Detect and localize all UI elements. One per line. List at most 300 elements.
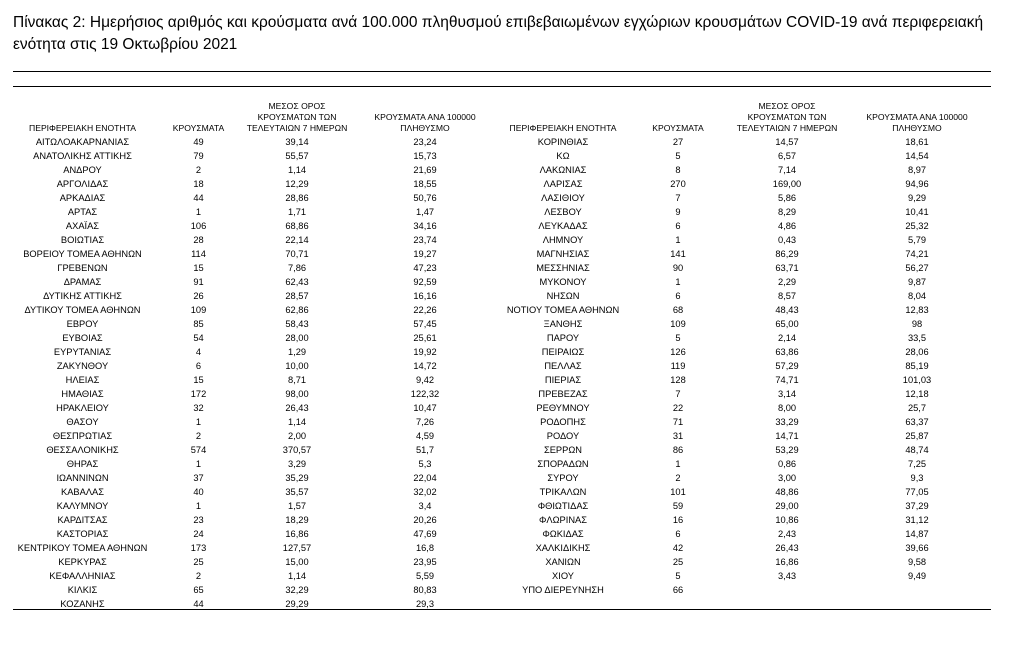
per100k-cell: 9,3 (910, 473, 924, 483)
cases-cell: 1 (675, 277, 681, 287)
table-row (13, 135, 991, 149)
region-cell: ΛΑΣΙΘΙΟΥ (541, 193, 585, 203)
region-cell: ΚΕΦΑΛΛΗΝΙΑΣ (49, 571, 116, 581)
cases-cell: 119 (670, 361, 686, 371)
table-row (13, 247, 991, 261)
region-cell: ΠΕΙΡΑΙΩΣ (541, 347, 585, 357)
cases-cell: 4 (195, 347, 202, 357)
region-cell: ΑΡΤΑΣ (67, 207, 98, 217)
table-row (13, 177, 991, 191)
cases-cell: 5 (675, 333, 681, 343)
region-cell: ΗΡΑΚΛΕΙΟΥ (56, 403, 109, 413)
per100k-cell: 74,21 (905, 249, 929, 259)
cases-cell: 26 (193, 291, 204, 301)
cases-cell: 5 (675, 151, 681, 161)
per100k-cell: 63,37 (905, 417, 929, 427)
table-row (13, 219, 991, 233)
cases-cell: 42 (672, 543, 684, 553)
per100k-cell: 10,47 (413, 403, 437, 413)
bottom-rule (13, 609, 991, 610)
region-cell: ΛΕΣΒΟΥ (544, 207, 582, 217)
header-per-100000: ΚΡΟΥΣΜΑΤΑ ΑΝΑ 100000 ΠΛΗΘΥΣΜΟ (866, 112, 968, 133)
header-7day-mean: ΜΕΣΟΣ ΟΡΟΣ ΚΡΟΥΣΜΑΤΩΝ ΤΩΝ ΤΕΛΕΥΤΑΙΩΝ 7 ΗΜΕΡΩΝ (736, 101, 838, 133)
per100k-cell: 8,04 (907, 291, 927, 301)
cases-cell: 8 (675, 165, 681, 175)
per100k-cell: 25,7 (907, 403, 927, 413)
per100k-cell: 23,24 (413, 137, 437, 147)
table-row (13, 513, 991, 527)
region-cell: ΚΑΛΥΜΝΟΥ (56, 501, 109, 511)
cases-cell: 66 (672, 585, 684, 595)
per100k-cell: 9,49 (907, 571, 927, 581)
cases-cell: 16 (672, 515, 684, 525)
region-cell: ΧΑΝΙΩΝ (545, 557, 581, 567)
mean7-cell: 7,86 (287, 263, 307, 273)
per100k-cell: 21,69 (413, 165, 437, 175)
table-row (13, 485, 991, 499)
mean7-cell: 86,29 (775, 249, 799, 259)
cases-cell: 22 (672, 403, 684, 413)
cases-cell: 2 (675, 473, 681, 483)
mean7-cell: 26,43 (285, 403, 309, 413)
mean7-cell: 370,57 (282, 445, 312, 455)
mean7-cell: 53,29 (775, 445, 799, 455)
per100k-cell: 29,3 (415, 599, 435, 609)
region-cell: ΘΗΡΑΣ (66, 459, 99, 469)
per100k-cell: 5,59 (415, 571, 435, 581)
mean7-cell: 8,00 (777, 403, 797, 413)
mean7-cell: 29,00 (775, 501, 799, 511)
per100k-cell: 28,06 (905, 347, 929, 357)
cases-cell: 5 (675, 571, 681, 581)
cases-cell: 173 (190, 543, 207, 553)
mean7-cell: 2,43 (777, 529, 797, 539)
mean7-cell: 6,57 (777, 151, 797, 161)
mean7-cell: 12,29 (285, 179, 309, 189)
per100k-cell: 50,76 (413, 193, 437, 203)
region-cell: ΡΕΘΥΜΝΟΥ (536, 403, 590, 413)
region-cell: ΑΡΚΑΔΙΑΣ (59, 193, 106, 203)
per100k-cell: 25,87 (905, 431, 929, 441)
mean7-cell: 28,00 (285, 333, 309, 343)
mean7-cell: 48,86 (775, 487, 799, 497)
per100k-cell: 4,59 (415, 431, 435, 441)
region-cell: ΠΙΕΡΙΑΣ (544, 375, 582, 385)
mean7-cell: 8,29 (777, 207, 797, 217)
cases-cell: 86 (672, 445, 684, 455)
header-cases: ΚΡΟΥΣΜΑΤΑ (172, 123, 225, 133)
table-row (13, 415, 991, 429)
per100k-cell: 32,02 (413, 487, 437, 497)
per100k-cell: 5,79 (907, 235, 927, 245)
cases-cell: 1 (195, 207, 202, 217)
region-cell: ΜΑΓΝΗΣΙΑΣ (536, 249, 590, 259)
mean7-cell: 55,57 (285, 151, 309, 161)
per100k-cell: 23,74 (413, 235, 437, 245)
cases-cell: 79 (193, 151, 204, 161)
table-row (13, 275, 991, 289)
region-cell: ΚΕΡΚΥΡΑΣ (58, 557, 107, 567)
per100k-cell: 101,03 (902, 375, 932, 385)
header-7day-mean: ΜΕΣΟΣ ΟΡΟΣ ΚΡΟΥΣΜΑΤΩΝ ΤΩΝ ΤΕΛΕΥΤΑΙΩΝ 7 ΗΜΕΡΩΝ (246, 101, 348, 133)
region-cell: ΥΠΟ ΔΙΕΡΕΥΝΗΣΗ (522, 585, 604, 595)
cases-cell: 141 (670, 249, 686, 259)
per100k-cell: 37,29 (905, 501, 929, 511)
per100k-cell: 8,97 (907, 165, 927, 175)
mean7-cell: 33,29 (775, 417, 799, 427)
per100k-cell: 15,73 (413, 151, 437, 161)
mean7-cell: 8,57 (777, 291, 797, 301)
header-row (13, 94, 991, 135)
table-row (13, 331, 991, 345)
table-row (13, 387, 991, 401)
region-cell: ΗΛΕΙΑΣ (65, 375, 100, 385)
mean7-cell: 2,00 (287, 431, 307, 441)
header-rule (13, 86, 991, 87)
per100k-cell: 18,61 (905, 137, 929, 147)
per100k-cell: 5,3 (418, 459, 432, 469)
cases-cell: 270 (670, 179, 686, 189)
cases-cell: 28 (193, 235, 204, 245)
mean7-cell: 1,14 (287, 165, 307, 175)
mean7-cell: 63,86 (775, 347, 799, 357)
cases-cell: 65 (193, 585, 204, 595)
cases-cell: 1 (195, 417, 202, 427)
table-row (13, 471, 991, 485)
per100k-cell: 14,72 (413, 361, 437, 371)
region-cell: ΖΑΚΥΝΘΟΥ (56, 361, 109, 371)
table-row (13, 527, 991, 541)
per100k-cell: 12,83 (905, 305, 929, 315)
per100k-cell: 19,92 (413, 347, 437, 357)
per100k-cell: 77,05 (905, 487, 929, 497)
per100k-cell: 9,58 (907, 557, 927, 567)
table-row (13, 163, 991, 177)
mean7-cell: 0,43 (777, 235, 797, 245)
mean7-cell: 14,57 (775, 137, 799, 147)
region-cell: ΡΟΔΟΥ (546, 431, 580, 441)
table-row (13, 541, 991, 555)
table-row (13, 583, 991, 597)
region-cell: ΚΕΝΤΡΙΚΟΥ ΤΟΜΕΑ ΑΘΗΝΩΝ (17, 543, 148, 553)
region-cell: ΠΡΕΒΕΖΑΣ (538, 389, 588, 399)
mean7-cell: 22,14 (285, 235, 309, 245)
per100k-cell: 25,32 (905, 221, 929, 231)
mean7-cell: 28,57 (285, 291, 309, 301)
region-cell: ΡΟΔΟΠΗΣ (540, 417, 586, 427)
cases-cell: 32 (193, 403, 204, 413)
region-cell: ΙΩΑΝΝΙΝΩΝ (56, 473, 109, 483)
region-cell: ΔΥΤΙΚΟΥ ΤΟΜΕΑ ΑΘΗΝΩΝ (24, 305, 141, 315)
per100k-cell: 94,96 (905, 179, 929, 189)
cases-cell: 6 (675, 221, 681, 231)
per100k-cell: 31,12 (905, 515, 929, 525)
mean7-cell: 1,57 (287, 501, 307, 511)
region-cell: ΛΕΥΚΑΔΑΣ (538, 221, 588, 231)
mean7-cell: 29,29 (285, 599, 309, 609)
mean7-cell: 62,43 (285, 277, 309, 287)
table-row (13, 261, 991, 275)
region-cell: ΚΩ (556, 151, 570, 161)
cases-cell: 40 (193, 487, 204, 497)
mean7-cell: 35,57 (285, 487, 309, 497)
mean7-cell: 28,86 (285, 193, 309, 203)
table-row (13, 233, 991, 247)
cases-cell: 18 (193, 179, 204, 189)
region-cell: ΚΟΡΙΝΘΙΑΣ (537, 137, 589, 147)
per100k-cell: 57,45 (413, 319, 437, 329)
per100k-cell: 3,4 (418, 501, 432, 511)
region-cell: ΘΑΣΟΥ (66, 417, 99, 427)
per100k-cell: 22,04 (413, 473, 437, 483)
cases-cell: 101 (670, 487, 686, 497)
mean7-cell: 3,14 (777, 389, 797, 399)
mean7-cell: 1,14 (287, 417, 307, 427)
cases-cell: 1 (675, 459, 681, 469)
cases-cell: 37 (193, 473, 204, 483)
mean7-cell: 65,00 (775, 319, 799, 329)
mean7-cell: 57,29 (775, 361, 799, 371)
per100k-cell: 85,19 (905, 361, 929, 371)
header-region: ΠΕΡΙΦΕΡΕΙΑΚΗ ΕΝΟΤΗΤΑ (509, 123, 617, 133)
region-cell: ΗΜΑΘΙΑΣ (61, 389, 104, 399)
region-cell: ΕΥΡΥΤΑΝΙΑΣ (53, 347, 112, 357)
table-row (13, 191, 991, 205)
header-region: ΠΕΡΙΦΕΡΕΙΑΚΗ ΕΝΟΤΗΤΑ (29, 123, 136, 133)
per100k-cell: 19,27 (413, 249, 437, 259)
mean7-cell: 3,29 (287, 459, 307, 469)
per100k-cell: 10,41 (905, 207, 929, 217)
region-cell: ΠΑΡΟΥ (546, 333, 580, 343)
cases-cell: 128 (670, 375, 686, 385)
cases-cell: 1 (195, 459, 202, 469)
table-row (13, 569, 991, 583)
per100k-cell: 47,23 (413, 263, 437, 273)
table-row (13, 303, 991, 317)
mean7-cell: 8,71 (287, 375, 307, 385)
mean7-cell: 26,43 (775, 543, 799, 553)
mean7-cell: 0,86 (777, 459, 797, 469)
cases-cell: 31 (672, 431, 684, 441)
mean7-cell: 62,86 (285, 305, 309, 315)
mean7-cell: 2,14 (777, 333, 797, 343)
per100k-cell: 9,29 (907, 193, 927, 203)
cases-cell: 2 (195, 431, 202, 441)
per100k-cell: 51,7 (415, 445, 435, 455)
cases-cell: 2 (195, 165, 202, 175)
per100k-cell: 98 (911, 319, 923, 329)
mean7-cell: 63,71 (775, 263, 799, 273)
per100k-cell: 22,26 (413, 305, 437, 315)
cases-cell: 109 (190, 305, 207, 315)
region-cell: ΝΗΣΩΝ (546, 291, 580, 301)
region-cell: ΔΥΤΙΚΗΣ ΑΤΤΙΚΗΣ (43, 291, 122, 301)
cases-cell: 1 (675, 235, 681, 245)
mean7-cell: 1,14 (287, 571, 307, 581)
cases-cell: 90 (672, 263, 684, 273)
table-row (13, 429, 991, 443)
cases-cell: 9 (675, 207, 681, 217)
region-cell: ΚΙΛΚΙΣ (67, 585, 98, 595)
mean7-cell: 48,43 (775, 305, 799, 315)
table-row (13, 457, 991, 471)
cases-cell: 172 (190, 389, 207, 399)
mean7-cell: 10,00 (285, 361, 309, 371)
cases-cell: 109 (670, 319, 686, 329)
region-cell: ΣΕΡΡΩΝ (543, 445, 582, 455)
cases-cell: 27 (672, 137, 684, 147)
cases-cell: 44 (193, 599, 204, 609)
per100k-cell: 122,32 (410, 389, 440, 399)
cases-cell: 7 (675, 389, 681, 399)
table-caption: Πίνακας 2: Ημερήσιος αριθμός και κρούσματα ανά 100.000 πληθυσμού επιβεβαιωμένων εγχώριων κρουσμάτων COVID-19 ανά περιφερειακή ενότητα στις 19 Οκτωβρίου 2021 (13, 14, 984, 53)
cases-cell: 85 (193, 319, 204, 329)
region-cell: ΒΟΙΩΤΙΑΣ (60, 235, 105, 245)
cases-cell: 1 (195, 501, 202, 511)
mean7-cell: 7,14 (777, 165, 797, 175)
region-cell: ΘΕΣΣΑΛΟΝΙΚΗΣ (46, 445, 119, 455)
region-cell: ΚΟΖΑΝΗΣ (60, 599, 105, 609)
per100k-cell: 1,47 (415, 207, 435, 217)
mean7-cell: 16,86 (285, 529, 309, 539)
mean7-cell: 35,29 (285, 473, 309, 483)
cases-cell: 68 (672, 305, 684, 315)
region-cell: ΚΑΡΔΙΤΣΑΣ (57, 515, 108, 525)
table-row (13, 443, 991, 457)
cases-cell: 114 (191, 249, 206, 259)
mean7-cell: 18,29 (285, 515, 309, 525)
region-cell: ΒΟΡΕΙΟΥ ΤΟΜΕΑ ΑΘΗΝΩΝ (23, 249, 142, 259)
per100k-cell: 92,59 (413, 277, 437, 287)
region-cell: ΚΑΒΑΛΑΣ (61, 487, 104, 497)
mean7-cell: 58,43 (285, 319, 309, 329)
cases-cell: 106 (190, 221, 207, 231)
per100k-cell: 34,16 (413, 221, 437, 231)
table-row (13, 289, 991, 303)
per100k-cell: 16,16 (413, 291, 437, 301)
table-row (13, 205, 991, 219)
per100k-cell: 18,55 (413, 179, 437, 189)
top-rule (13, 71, 991, 72)
per100k-cell: 33,5 (907, 333, 927, 343)
mean7-cell: 16,86 (775, 557, 799, 567)
mean7-cell: 10,86 (775, 515, 799, 525)
table-row (13, 555, 991, 569)
mean7-cell (731, 583, 843, 597)
mean7-cell: 3,43 (777, 571, 797, 581)
cases-cell: 574 (190, 445, 207, 455)
per100k-cell: 9,87 (907, 277, 927, 287)
region-cell: ΦΛΩΡΙΝΑΣ (538, 515, 588, 525)
region-cell: ΑΝΑΤΟΛΙΚΗΣ ΑΤΤΙΚΗΣ (33, 151, 132, 161)
mean7-cell: 1,29 (287, 347, 307, 357)
mean7-cell: 2,29 (777, 277, 797, 287)
cases-cell: 24 (193, 529, 204, 539)
mean7-cell: 39,14 (285, 137, 309, 147)
region-cell: ΕΥΒΟΙΑΣ (62, 333, 103, 343)
per100k-cell: 25,61 (413, 333, 437, 343)
mean7-cell: 74,71 (775, 375, 799, 385)
mean7-cell: 4,86 (777, 221, 797, 231)
region-cell: ΛΑΡΙΣΑΣ (543, 179, 583, 189)
cases-cell: 2 (195, 571, 202, 581)
mean7-cell: 14,71 (775, 431, 799, 441)
cases-cell: 91 (193, 277, 204, 287)
per100k-cell (843, 583, 991, 597)
region-cell: ΣΥΡΟΥ (547, 473, 579, 483)
region-cell: ΣΠΟΡΑΔΩΝ (537, 459, 589, 469)
per100k-cell: 48,74 (905, 445, 929, 455)
cases-cell: 6 (195, 361, 202, 371)
region-cell: ΚΑΣΤΟΡΙΑΣ (56, 529, 109, 539)
region-cell: ΤΡΙΚΑΛΩΝ (539, 487, 587, 497)
region-cell: ΛΗΜΝΟΥ (542, 235, 584, 245)
cases-cell: 49 (193, 137, 204, 147)
region-cell: ΑΡΓΟΛΙΔΑΣ (56, 179, 109, 189)
table-body (13, 135, 991, 611)
mean7-cell: 32,29 (285, 585, 309, 595)
per100k-cell: 56,27 (905, 263, 929, 273)
region-cell: ΜΕΣΣΗΝΙΑΣ (536, 263, 590, 273)
region-cell: ΜΥΚΟΝΟΥ (539, 277, 587, 287)
table-row (13, 149, 991, 163)
cases-cell: 23 (193, 515, 204, 525)
mean7-cell: 169,00 (772, 179, 802, 189)
table-row (13, 373, 991, 387)
per100k-cell: 9,42 (415, 375, 435, 385)
region-cell: ΔΡΑΜΑΣ (63, 277, 102, 287)
region-cell: ΝΟΤΙΟΥ ΤΟΜΕΑ ΑΘΗΝΩΝ (506, 305, 620, 315)
region-cell: ΑΝΔΡΟΥ (63, 165, 102, 175)
mean7-cell: 98,00 (285, 389, 309, 399)
mean7-cell: 127,57 (282, 543, 312, 553)
per100k-cell: 14,87 (905, 529, 929, 539)
cases-cell: 7 (675, 193, 681, 203)
mean7-cell: 5,86 (777, 193, 797, 203)
per100k-cell: 47,69 (413, 529, 437, 539)
cases-cell: 126 (670, 347, 686, 357)
per100k-cell: 14,54 (905, 151, 929, 161)
region-cell: ΦΩΚΙΔΑΣ (542, 529, 584, 539)
per100k-cell: 7,26 (415, 417, 435, 427)
cases-cell: 59 (672, 501, 684, 511)
table-row (13, 359, 991, 373)
per100k-cell: 80,83 (413, 585, 437, 595)
table-row (13, 401, 991, 415)
region-cell: ΠΕΛΛΑΣ (544, 361, 582, 371)
cases-cell: 6 (675, 529, 681, 539)
region-cell: ΕΒΡΟΥ (66, 319, 99, 329)
region-cell: ΑΧΑΪΑΣ (65, 221, 100, 231)
cases-table (13, 94, 991, 611)
region-cell: ΑΙΤΩΛΟΑΚΑΡΝΑΝΙΑΣ (35, 137, 130, 147)
mean7-cell: 1,71 (287, 207, 307, 217)
region-cell: ΞΑΝΘΗΣ (543, 319, 583, 329)
cases-cell: 25 (193, 557, 204, 567)
region-cell: ΛΑΚΩΝΙΑΣ (539, 165, 587, 175)
region-cell: ΘΕΣΠΡΩΤΙΑΣ (52, 431, 113, 441)
region-cell: ΓΡΕΒΕΝΩΝ (57, 263, 108, 273)
cases-cell: 15 (193, 263, 204, 273)
per100k-cell: 23,95 (413, 557, 437, 567)
header-cases: ΚΡΟΥΣΜΑΤΑ (652, 123, 704, 133)
per100k-cell: 16,8 (415, 543, 435, 553)
mean7-cell: 70,71 (285, 249, 309, 259)
mean7-cell: 3,00 (777, 473, 797, 483)
region-cell: ΦΘΙΩΤΙΔΑΣ (537, 501, 589, 511)
table-row (13, 499, 991, 513)
header-per-100000: ΚΡΟΥΣΜΑΤΑ ΑΝΑ 100000 ΠΛΗΘΥΣΜΟ (374, 112, 476, 133)
